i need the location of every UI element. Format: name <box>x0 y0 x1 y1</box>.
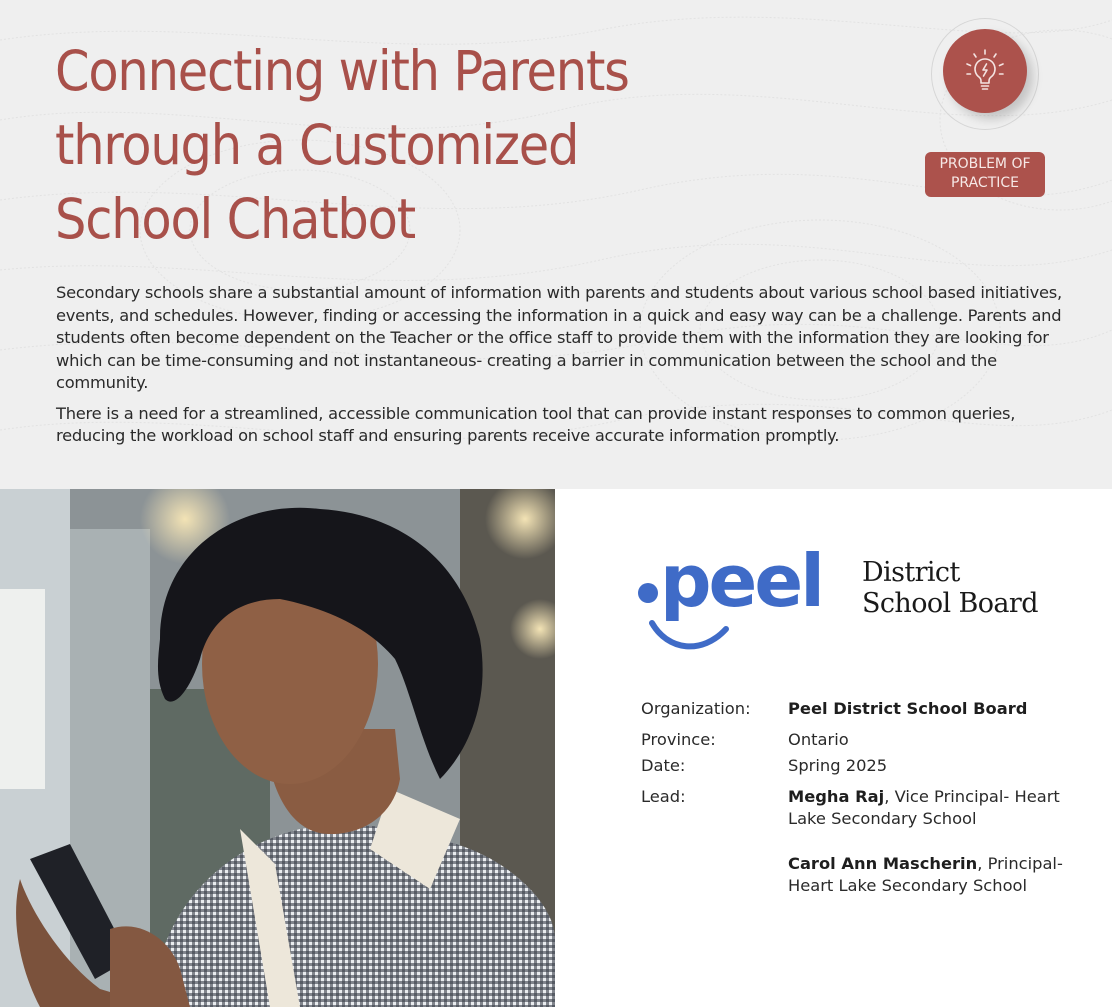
lead-person <box>788 786 1081 831</box>
photo-illustration <box>0 489 555 1007</box>
lead-name: Megha Raj <box>788 786 885 806</box>
detail-date <box>641 755 1081 778</box>
detail-value <box>788 698 1081 721</box>
badge-label-line: PROBLEM OF <box>939 156 1031 172</box>
detail-value <box>788 786 1081 920</box>
peel-logo <box>636 539 1076 665</box>
page-title <box>55 34 815 256</box>
detail-organization <box>641 698 1081 721</box>
logo-text-line: District <box>862 557 960 588</box>
organization-value: Peel District School Board <box>788 699 1028 718</box>
detail-province <box>641 729 1081 752</box>
detail-label: Organization: <box>641 699 751 718</box>
badge-label-line: PRACTICE <box>950 175 1019 191</box>
detail-label: Date: <box>641 756 686 775</box>
detail-value: Ontario <box>788 729 849 749</box>
logo-text <box>862 557 1038 619</box>
title-line: School Chatbot <box>55 187 415 251</box>
badge-circle <box>943 29 1027 113</box>
intro-paragraph: Secondary schools share a substantial amount of information with parents and students about various school based initiatives, events, and schedules. However, finding or accessing the information in a quick and easy way can be a challenge. Parents and students often become dependent on the Teacher or the office staff to provide them with the information they are looking for which can be time-consuming and not instantaneous- creating a barrier in communication between the school and the community. <box>56 283 1062 392</box>
detail-value: Spring 2025 <box>788 756 888 775</box>
hero-photo <box>0 489 555 1007</box>
badge-label <box>925 152 1045 197</box>
lead-name: Carol Ann Mascherin <box>788 853 978 873</box>
detail-label: Lead: <box>641 786 686 806</box>
project-details <box>641 698 1081 928</box>
header-section <box>0 0 1112 489</box>
lightbulb-icon <box>959 45 1011 97</box>
title-line: Connecting with Parents <box>55 39 629 103</box>
problem-of-practice-badge <box>925 18 1045 198</box>
logo-dot <box>638 583 658 603</box>
intro-text <box>56 282 1076 456</box>
logo-wordmark: peel <box>660 539 822 623</box>
logo-smile-icon <box>646 617 736 657</box>
lead-role: , Vice Principal- Heart Lake Secondary School <box>788 786 1060 828</box>
intro-paragraph: There is a need for a streamlined, accessible communication tool that can provide instant responses to common queries, reducing the workload on school staff and ensuring parents receive accurate information promptly. <box>56 403 1016 445</box>
detail-lead <box>641 786 1081 920</box>
title-line: through a Customized <box>55 113 579 177</box>
lead-role: , Principal- Heart Lake Secondary School <box>788 853 1063 895</box>
logo-text-line: School Board <box>862 588 1038 619</box>
lead-person <box>788 853 1081 898</box>
detail-label: Province: <box>641 729 716 749</box>
